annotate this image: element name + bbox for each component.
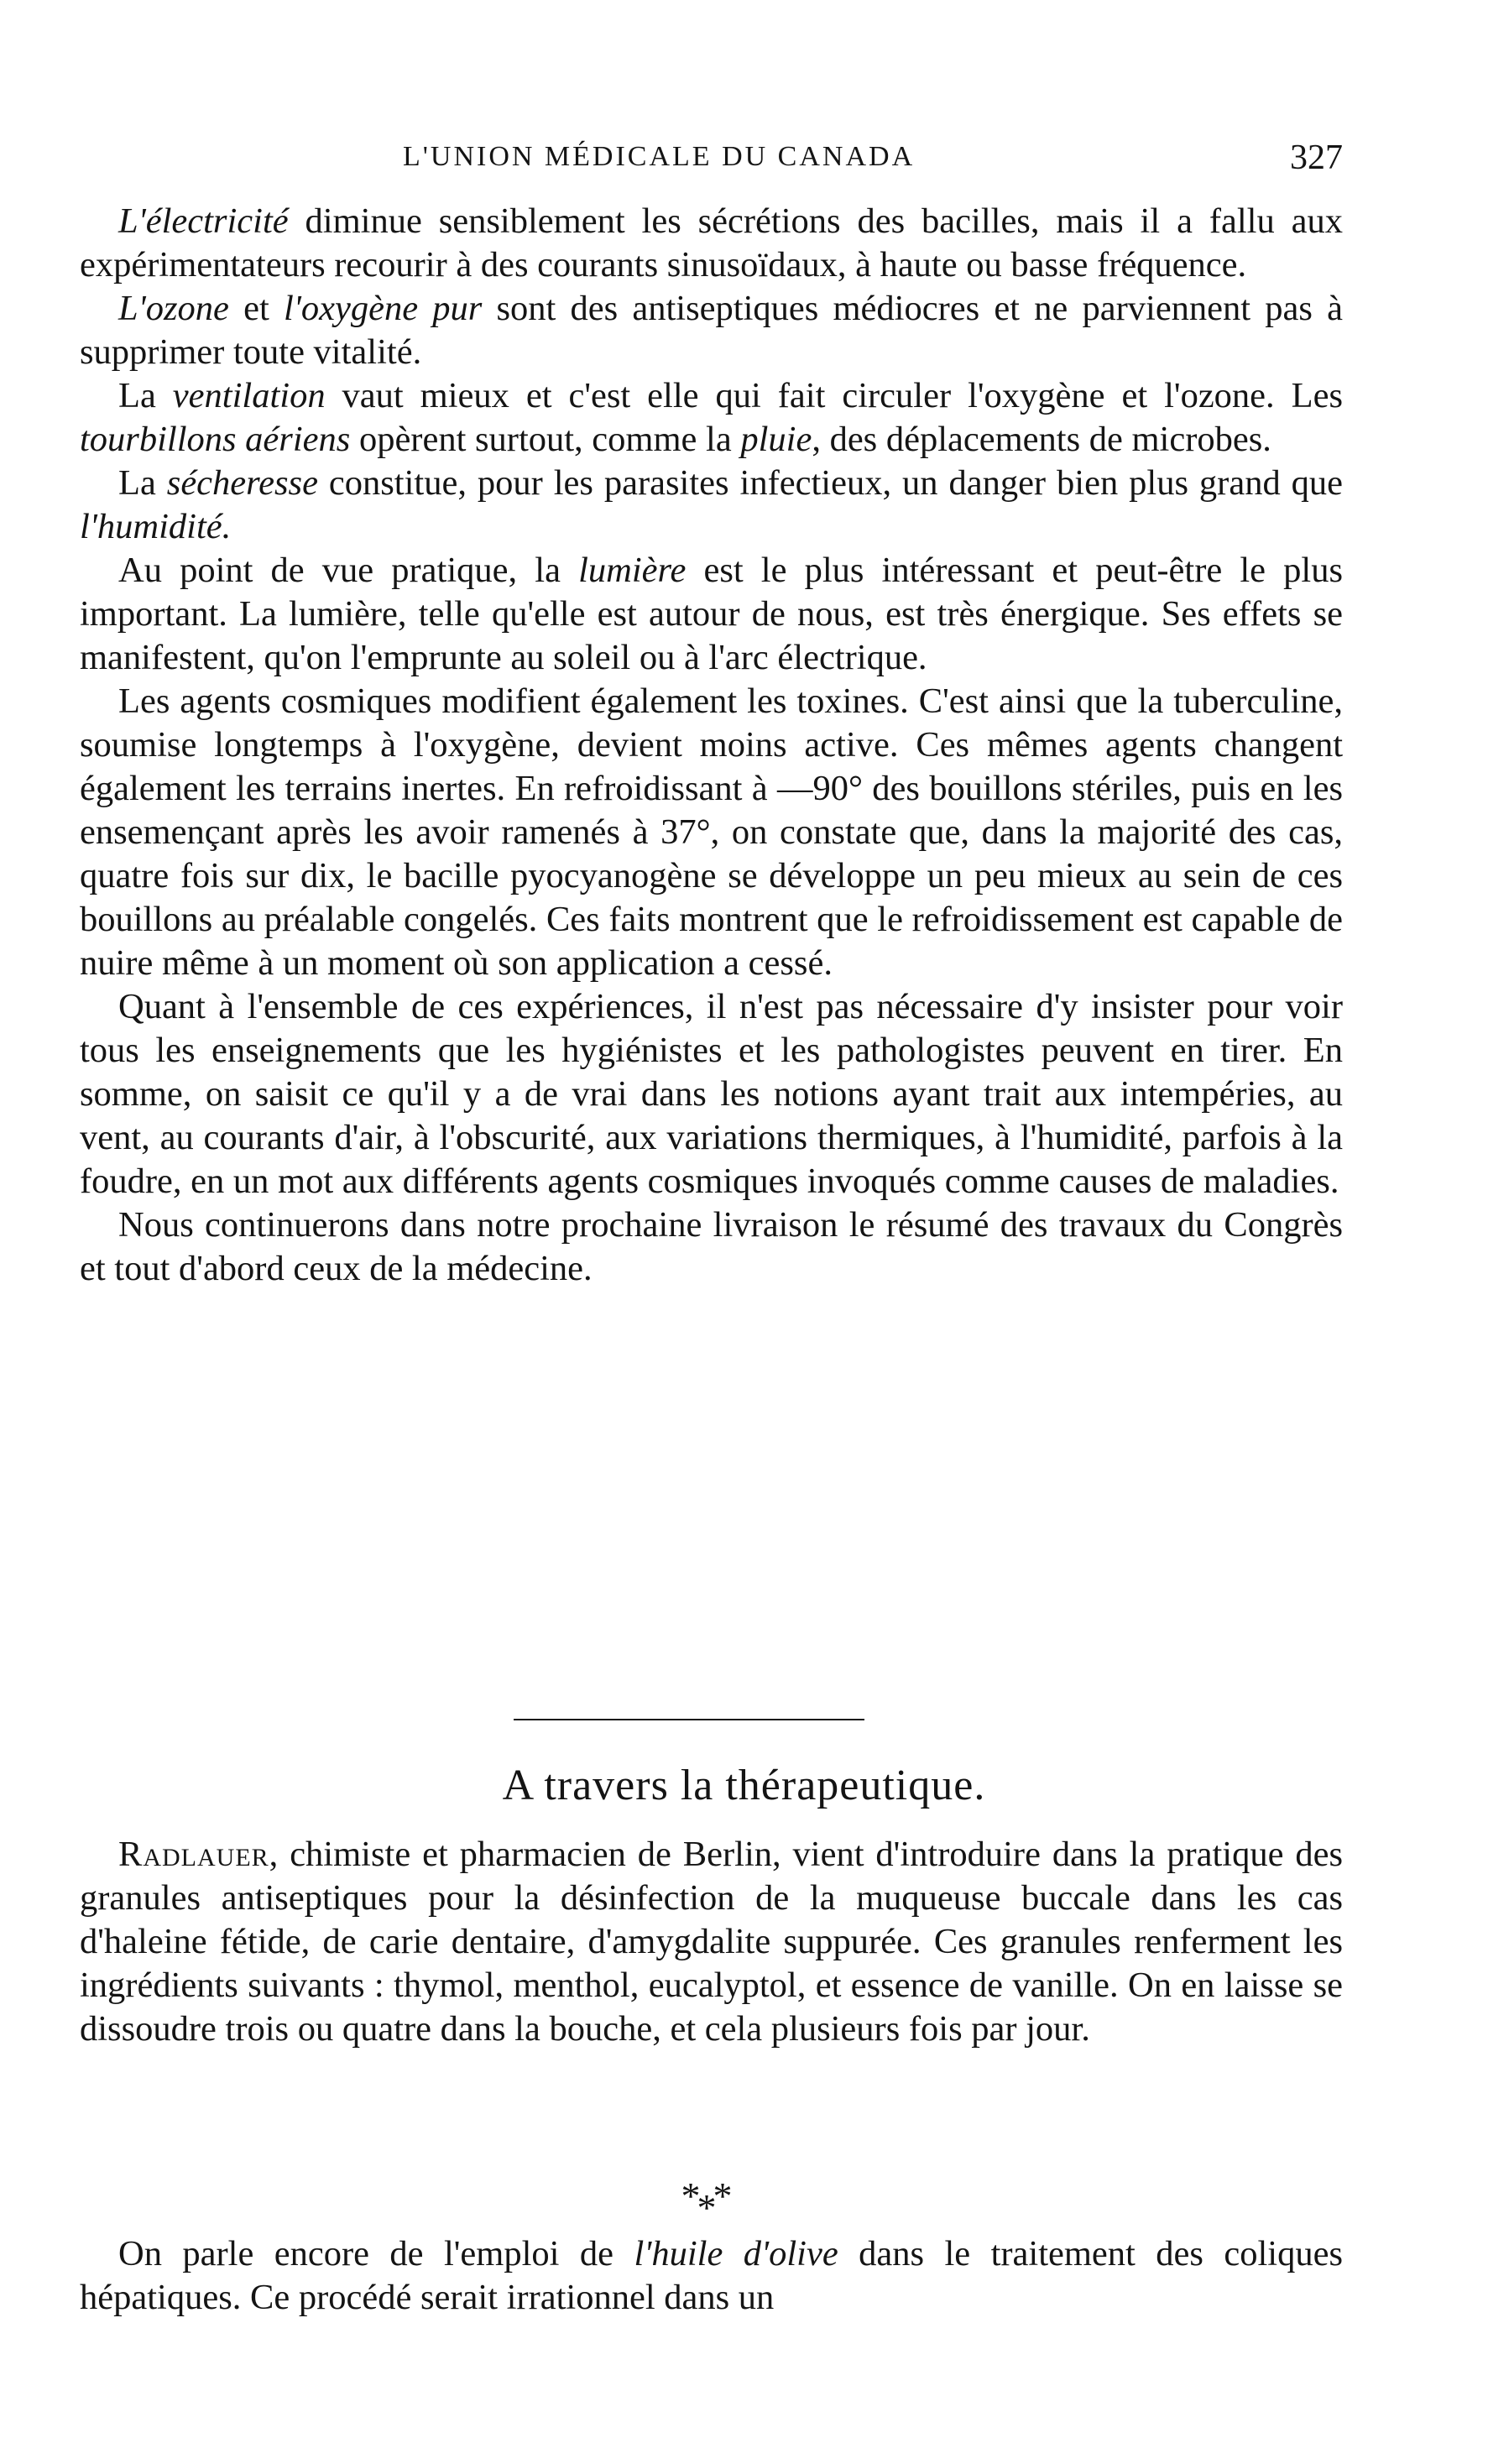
text-run: opèrent surtout, comme la bbox=[350, 420, 741, 459]
paragraph bbox=[80, 374, 1343, 462]
section-heading: A travers la thérapeutique. bbox=[502, 1762, 986, 1809]
italic-text: sécheresse bbox=[166, 463, 318, 503]
text-run: vaut mieux et c'est elle qui fait circuler l'oxygène et l'ozone. Les bbox=[325, 376, 1343, 415]
italic-text: l'oxygène pur bbox=[283, 289, 483, 328]
italic-text: pluie bbox=[740, 420, 812, 459]
text-run: , chimiste et pharmacien de Berlin, vient d'introduire dans la pratique des granules antiseptiques pour la désinfection de la muqueuse buccale dans les cas d'haleine fétide, de carie dentaire, d'amygdalite suppurée. Ces granules renferment les ingrédients suivants : thymol, menthol, eucalyptol, et essence de vanille. On en laisse se dissoudre trois ou quatre dans la bouche, et cela plusieurs fois par jour. bbox=[80, 1835, 1343, 2049]
text-run: constitue, pour les parasites infectieux, un danger bien plus grand que bbox=[317, 463, 1344, 503]
paragraph bbox=[80, 200, 1343, 287]
asterism bbox=[667, 2174, 743, 2229]
paragraph bbox=[80, 462, 1343, 549]
text-run: La bbox=[118, 463, 167, 503]
italic-text: ventilation bbox=[172, 376, 326, 415]
asterism-star: * bbox=[681, 2174, 697, 2217]
text-run: est le plus intéressant et peut-être le plus important. La lumière, telle qu'elle est autour de nous, est très énergique. Ses effets se manifestent, qu'on l'emprunte au soleil ou à l'arc électrique. bbox=[80, 551, 1343, 677]
text-run: et bbox=[228, 289, 284, 328]
asterism-star: * bbox=[697, 2186, 713, 2229]
paragraph-olive-oil bbox=[80, 2232, 1343, 2320]
text-run: La bbox=[118, 376, 173, 415]
italic-text: L'électricité bbox=[118, 201, 289, 241]
asterism-star: * bbox=[713, 2174, 729, 2217]
small-caps-name: Radlauer bbox=[118, 1835, 269, 1874]
italic-text: tourbillons aériens bbox=[80, 420, 351, 459]
text-run: diminue sensiblement les sécrétions des bacilles, mais il a fallu aux expérimentateurs recourir à des courants sinusoïdaux, à haute ou basse fréquence. bbox=[80, 201, 1343, 285]
paragraph bbox=[80, 549, 1343, 680]
italic-text: lumière bbox=[578, 551, 687, 590]
italic-text: l'humidité. bbox=[80, 507, 232, 546]
article-continuation bbox=[80, 200, 1343, 1291]
text-run: , des déplacements de microbes. bbox=[812, 420, 1271, 459]
running-head bbox=[84, 138, 1343, 191]
olive-oil-section bbox=[80, 2232, 1343, 2320]
paragraph bbox=[80, 985, 1343, 1203]
running-title: L'UNION MÉDICALE DU CANADA bbox=[403, 141, 916, 172]
paragraph bbox=[80, 680, 1343, 985]
page-number: 327 bbox=[1290, 138, 1343, 177]
text-run: Quant à l'ensemble de ces expériences, il n'est pas nécessaire d'y insister pour voir tous les enseignements que les hygiénistes et les pathologistes peuvent en tirer. En somme, on saisit ce qu'il y a de vrai dans les notions ayant trait aux intempéries, au vent, au courants d'air, à l'obscurité, aux variations thermiques, à l'humidité, parfois à la foudre, en un mot aux différents agents cosmiques invoqués comme causes de maladies. bbox=[80, 987, 1343, 1201]
italic-text: L'ozone bbox=[118, 289, 229, 328]
text-run: Les agents cosmiques modifient également les toxines. C'est ainsi que la tuberculine, soumise longtemps à l'oxygène, devient moins active. Ces mêmes agents changent également les terrains inertes. En refroidissant à —90° des bouillons stériles, puis en les ensemençant après les avoir ramenés à 37°, on constate que, dans la majorité des cas, quatre fois sur dix, le bacille pyocyanogène se développe un peu mieux au sein de ces bouillons au préalable congelés. Ces faits montrent que le refroidissement est capable de nuire même à un moment où son application a cessé. bbox=[80, 681, 1343, 983]
paragraph-radlauer bbox=[80, 1833, 1343, 2051]
text-run: sont des antiseptiques médiocres et ne parviennent pas à supprimer toute vitalité. bbox=[80, 289, 1344, 372]
text-run: Au point de vue pratique, la bbox=[118, 551, 579, 590]
italic-text: l'huile d'olive bbox=[634, 2234, 838, 2273]
text-run: Nous continuerons dans notre prochaine livraison le résumé des travaux du Congrès et tout d'abord ceux de la médecine. bbox=[80, 1205, 1343, 1288]
section-divider bbox=[514, 1719, 864, 1720]
text-run: On parle encore de l'emploi de bbox=[118, 2234, 634, 2273]
paragraph bbox=[80, 287, 1343, 374]
paragraph bbox=[80, 1203, 1343, 1291]
radlauer-section bbox=[80, 1833, 1343, 2051]
text-run: dans le traitement des coliques hépatiques. Ce procédé serait irrationnel dans un bbox=[80, 2234, 1343, 2317]
